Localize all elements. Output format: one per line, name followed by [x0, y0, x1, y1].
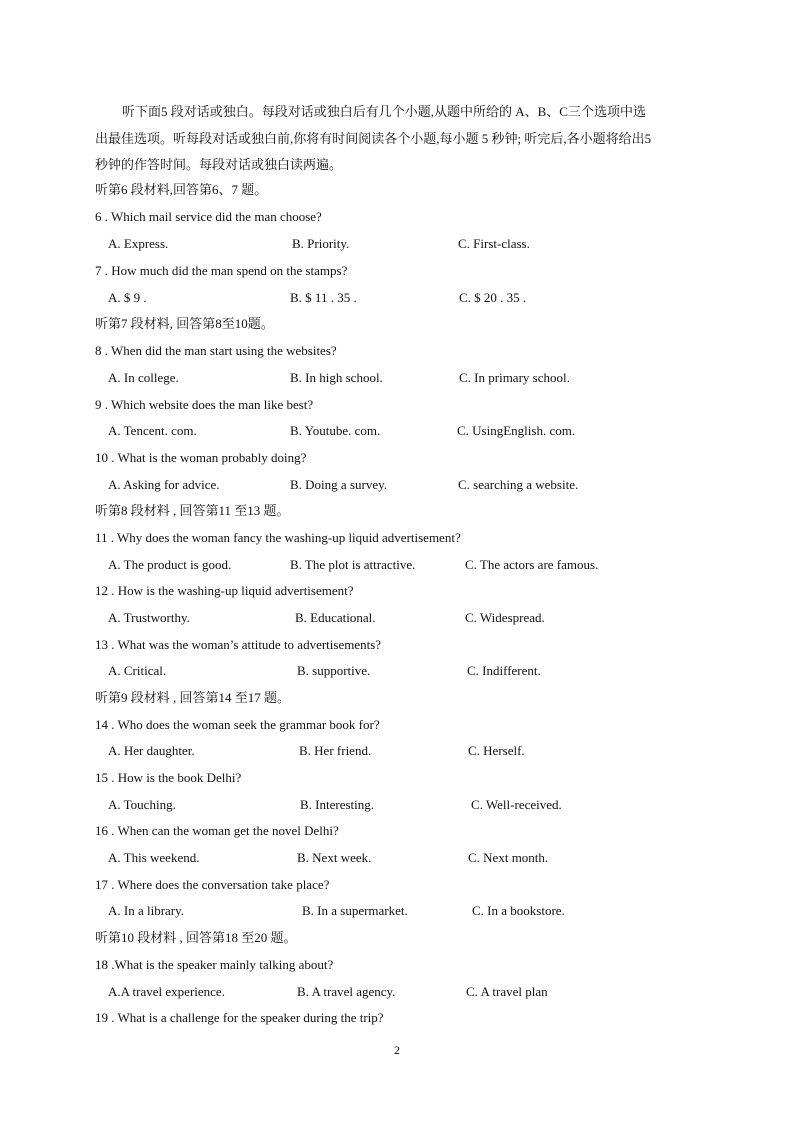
question-12: 12 . How is the washing-up liquid advertisement? — [95, 583, 354, 598]
option-b: B. In a supermarket. — [302, 903, 408, 918]
question-8: 8 . When did the man start using the websites? — [95, 343, 337, 358]
option-c: C. Herself. — [468, 743, 525, 758]
instruction-line: 出最佳选项。听每段对话或独白前,你将有时间阅读各个小题,每小题 5 秒钟; 听完后,各小题将给出5 — [95, 130, 652, 146]
option-a: A.A travel experience. — [108, 984, 225, 999]
question-7: 7 . How much did the man spend on the stamps? — [95, 263, 348, 278]
instruction-line: 听下面5 段对话或独白。每段对话或独白后有几个小题,从题中所给的 A、B、C三个选项中选 — [122, 104, 646, 119]
option-b: B. The plot is attractive. — [290, 557, 416, 572]
option-c: C. In a bookstore. — [472, 903, 565, 918]
option-c: C. Indifferent. — [467, 663, 541, 678]
option-a: A. Express. — [108, 236, 169, 251]
section-heading: 听第6 段材料,回答第6、7 题。 — [95, 182, 268, 197]
option-c: C. Widespread. — [465, 610, 545, 625]
option-b: B. Her friend. — [299, 743, 372, 758]
option-b: B. A travel agency. — [297, 984, 396, 999]
page-number: 2 — [394, 1043, 400, 1057]
option-c: C. Well-received. — [471, 797, 562, 812]
option-a: A. Her daughter. — [108, 743, 195, 758]
option-b: B. supportive. — [297, 663, 371, 678]
section-heading: 听第9 段材料 , 回答第14 至17 题。 — [95, 690, 291, 705]
option-b: B. Doing a survey. — [290, 477, 388, 492]
option-b: B. Priority. — [292, 236, 350, 251]
question-14: 14 . Who does the woman seek the grammar book for? — [95, 717, 380, 732]
option-c: C. A travel plan — [466, 984, 548, 999]
option-a: A. This weekend. — [108, 850, 200, 865]
question-10: 10 . What is the woman probably doing? — [95, 450, 307, 465]
option-c: C. $ 20 . 35 . — [459, 290, 527, 305]
question-19: 19 . What is a challenge for the speaker during the trip? — [95, 1010, 384, 1025]
option-b: B. Educational. — [295, 610, 376, 625]
question-15: 15 . How is the book Delhi? — [95, 770, 242, 785]
option-b: B. Next week. — [297, 850, 372, 865]
listening-instructions — [95, 99, 705, 179]
option-a: A. Touching. — [108, 797, 176, 812]
option-c: C. Next month. — [468, 850, 549, 865]
option-b: B. In high school. — [290, 370, 383, 385]
question-6: 6 . Which mail service did the man choose? — [95, 209, 322, 224]
question-9: 9 . Which website does the man like best? — [95, 397, 314, 412]
instruction-line: 秒钟的作答时间。每段对话或独白读两遍。 — [95, 157, 343, 173]
question-13: 13 . What was the woman’s attitude to advertisements? — [95, 637, 382, 652]
option-c: C. First-class. — [458, 236, 530, 251]
option-b: B. Youtube. com. — [290, 423, 381, 438]
option-a: A. $ 9 . — [108, 290, 147, 305]
option-a: A. In college. — [108, 370, 179, 385]
option-a: A. Tencent. com. — [108, 423, 197, 438]
question-16: 16 . When can the woman get the novel Delhi? — [95, 823, 339, 838]
section-heading: 听第7 段材料, 回答第8至10题。 — [95, 316, 274, 331]
option-c: C. UsingEnglish. com. — [457, 423, 576, 438]
option-a: A. The product is good. — [108, 557, 232, 572]
section-heading: 听第10 段材料 , 回答第18 至20 题。 — [95, 930, 297, 945]
option-b: B. Interesting. — [300, 797, 375, 812]
question-11: 11 . Why does the woman fancy the washing-up liquid advertisement? — [95, 530, 461, 545]
option-b: B. $ 11 . 35 . — [290, 290, 357, 305]
option-a: A. Critical. — [108, 663, 167, 678]
option-c: C. In primary school. — [459, 370, 570, 385]
option-a: A. Trustworthy. — [108, 610, 190, 625]
option-a: A. In a library. — [108, 903, 185, 918]
option-a: A. Asking for advice. — [108, 477, 220, 492]
question-18: 18 .What is the speaker mainly talking about? — [95, 957, 334, 972]
question-17: 17 . Where does the conversation take place? — [95, 877, 330, 892]
section-heading: 听第8 段材料 , 回答第11 至13 题。 — [95, 503, 290, 518]
option-c: C. searching a website. — [458, 477, 579, 492]
option-c: C. The actors are famous. — [465, 557, 599, 572]
